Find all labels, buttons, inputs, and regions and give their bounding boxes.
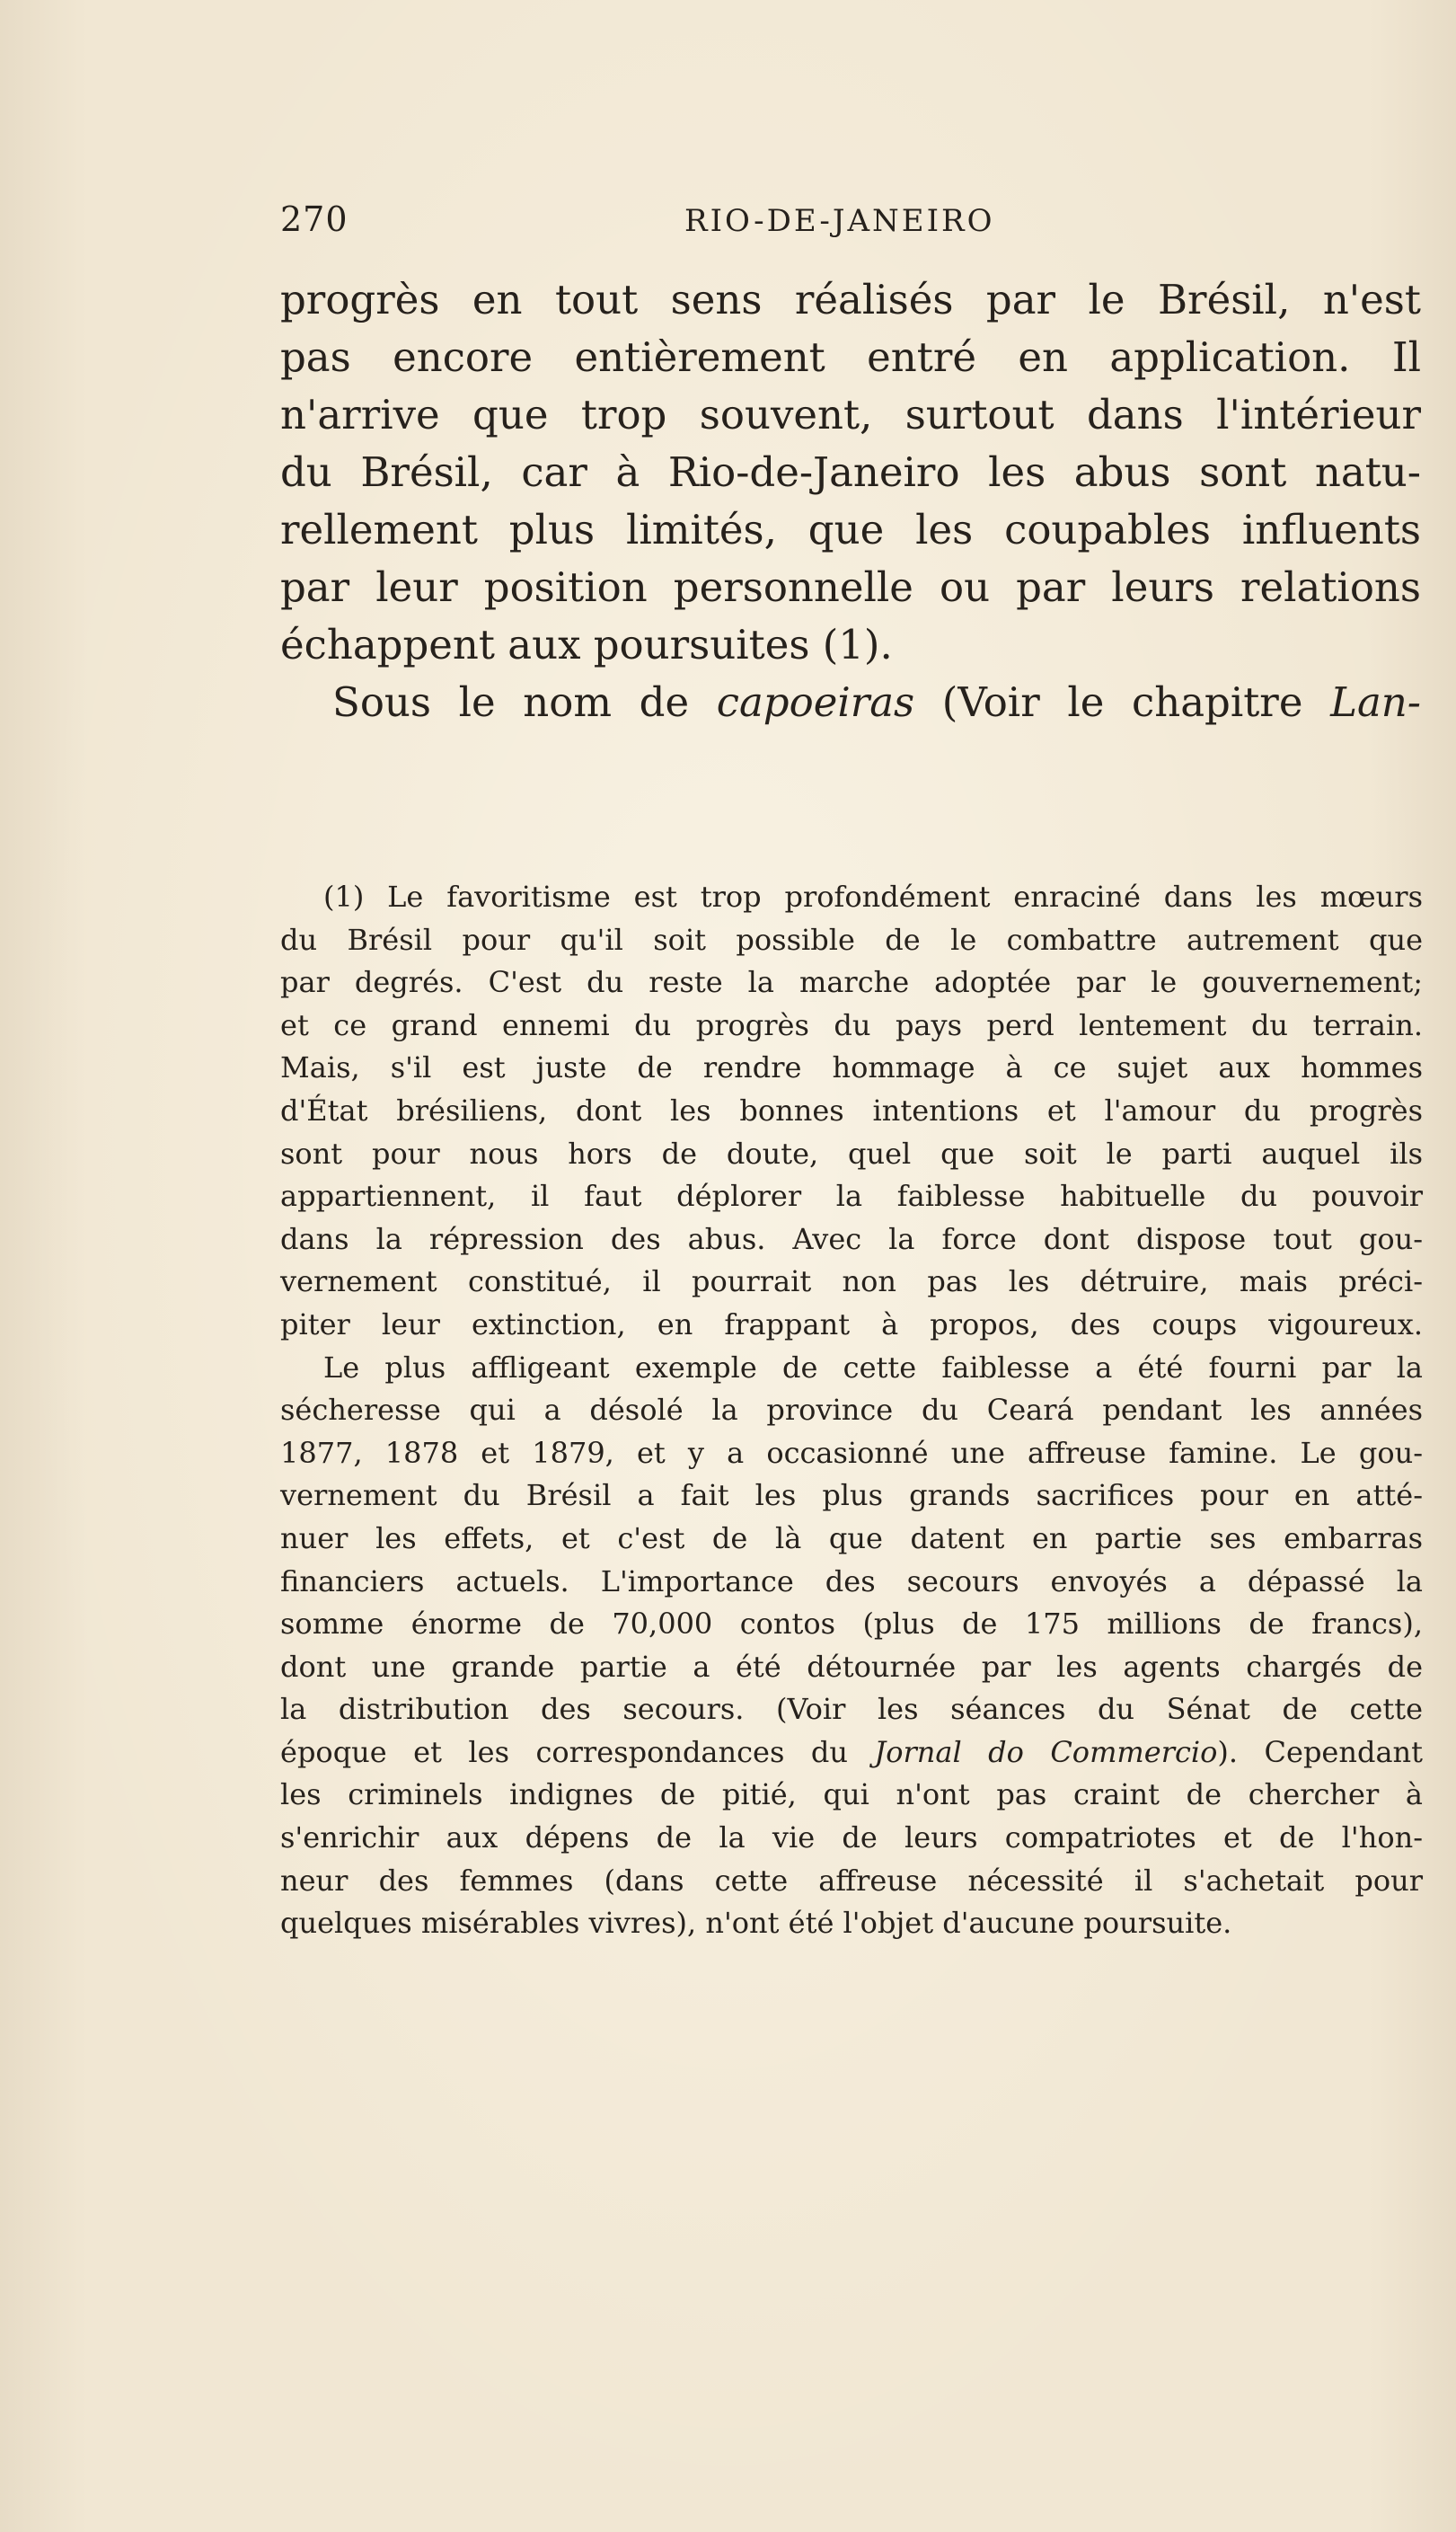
footnote-line: 1877, 1878 et 1879, et y a occasionné une affreuse famine. Le gou-	[280, 1435, 1423, 1470]
page-header	[280, 199, 1421, 246]
running-title: RIO-DE-JANEIRO	[684, 203, 995, 239]
text-line: rellement plus limités, que les coupables influents	[280, 506, 1421, 553]
text-line: échappent aux poursuites (1).	[280, 621, 893, 668]
footnote-line: quelques misérables vivres), n'ont été l'objet d'aucune poursuite.	[280, 1906, 1232, 1941]
footnote-line: Mais, s'il est juste de rendre hommage à ce sujet aux hommes	[280, 1050, 1423, 1085]
footnote-line: vernement constitué, il pourrait non pas les détruire, mais préci-	[280, 1264, 1423, 1299]
footnote-line: d'État brésiliens, dont les bonnes intentions et l'amour du progrès	[280, 1093, 1423, 1128]
footnote-line: Le plus affligeant exemple de cette faiblesse a été fourni par la	[323, 1350, 1423, 1385]
footnote-line	[280, 1731, 1423, 1775]
footnote-line: dont une grande partie a été détournée par les agents chargés de	[280, 1649, 1423, 1684]
footnote-line: neur des femmes (dans cette affreuse nécessité il s'achetait pour	[280, 1863, 1423, 1898]
footnote-line: la distribution des secours. (Voir les séances du Sénat de cette	[280, 1692, 1423, 1727]
italic-chapter: Lan-	[1330, 678, 1421, 726]
footnote-block	[280, 876, 1423, 1945]
text-segment: ). Cependant	[1217, 1734, 1424, 1769]
page-number: 270	[280, 199, 349, 239]
footnote-line: s'enrichir aux dépens de la vie de leurs compatriotes et de l'hon-	[280, 1820, 1423, 1855]
footnote-line: somme énorme de 70,000 contos (plus de 175 millions de francs),	[280, 1607, 1423, 1642]
footnote-line: appartiennent, il faut déplorer la faiblesse habituelle du pouvoir	[280, 1179, 1423, 1214]
text-segment: époque et les correspondances du	[280, 1734, 875, 1769]
text-line: du Brésil, car à Rio-de-Janeiro les abus sont natu-	[280, 448, 1421, 496]
text-line: pas encore entièrement entré en application. Il	[280, 333, 1421, 381]
text-line: n'arrive que trop souvent, surtout dans l'intérieur	[280, 391, 1421, 438]
text-line: par leur position personnelle ou par leurs relations	[280, 563, 1421, 611]
text-segment: (Voir le chapitre	[914, 678, 1331, 726]
text-line: progrès en tout sens réalisés par le Brésil, n'est	[280, 276, 1421, 323]
footnote-line: par degrés. C'est du reste la marche adoptée par le gouvernement;	[280, 965, 1423, 1000]
footnote-line: (1) Le favoritisme est trop profondément enraciné dans les mœurs	[323, 880, 1423, 914]
footnote-line: sont pour nous hors de doute, quel que soit le parti auquel ils	[280, 1136, 1423, 1171]
footnote-line: les criminels indignes de pitié, qui n'ont pas craint de chercher à	[280, 1777, 1423, 1812]
footnote-line: financiers actuels. L'importance des secours envoyés a dépassé la	[280, 1563, 1423, 1598]
footnote-line: piter leur extinction, en frappant à propos, des coups vigoureux.	[280, 1306, 1423, 1341]
footnote-line: et ce grand ennemi du progrès du pays perd lentement du terrain.	[280, 1007, 1423, 1042]
footnote-line: du Brésil pour qu'il soit possible de le combattre autrement que	[280, 922, 1423, 957]
footnote-line: vernement du Brésil a fait les plus grands sacrifices pour en atté-	[280, 1478, 1423, 1513]
footnote-line: nuer les effets, et c'est de là que datent en partie ses embarras	[280, 1520, 1423, 1555]
main-text	[280, 271, 1421, 731]
italic-term: capoeiras	[716, 678, 915, 726]
footnote-line: dans la répression des abus. Avec la force dont dispose tout gou-	[280, 1221, 1423, 1256]
text-segment: Sous le nom de	[332, 678, 717, 726]
text-line	[280, 674, 1421, 731]
footnote-line: sécheresse qui a désolé la province du Ceará pendant les années	[280, 1393, 1423, 1428]
newspaper-title: Jornal do Commercio	[874, 1734, 1218, 1769]
